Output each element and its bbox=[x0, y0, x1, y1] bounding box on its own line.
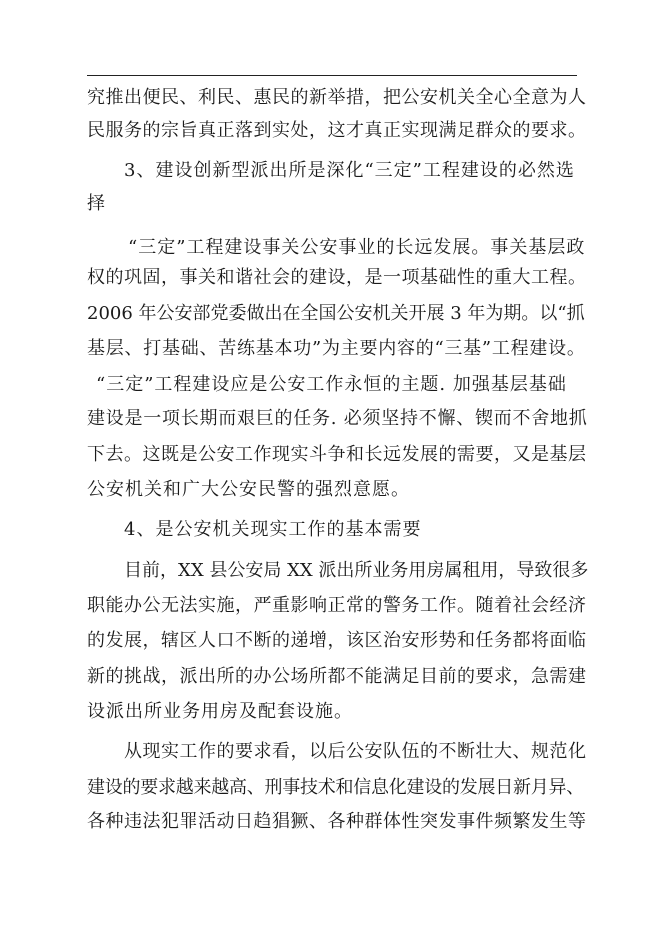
text-line: 2006 年公安部党委做出在全国公安机关开展 3 年为期。以“抓 bbox=[87, 303, 585, 324]
text-line: “三定”工程建设应是公安工作永恒的主题. 加强基层基础 bbox=[96, 374, 567, 395]
text-line: 公安机关和广大公安民警的强烈意愿。 bbox=[87, 479, 410, 500]
text-line: “三定”工程建设事关公安事业的长远发展。事关基层政 bbox=[128, 237, 586, 258]
text-line: 设派出所业务用房及配套设施。 bbox=[87, 701, 353, 722]
text-line: 究推出便民、利民、惠民的新举措，把公安机关全心全意为人 bbox=[87, 87, 587, 108]
text-line: 下去。这既是公安工作现实斗争和长远发展的需要，又是基层 bbox=[87, 444, 587, 465]
text-line: 的发展，辖区人口不断的递增，该区治安形势和任务都将面临 bbox=[87, 630, 587, 651]
text-line: 建设是一项长期而艰巨的任务. 必须坚持不懈、锲而不舍地抓 bbox=[87, 408, 588, 429]
text-line: 各种违法犯罪活动日趋猖獗、各种群体性突发事件频繁发生等 bbox=[87, 811, 587, 832]
header-rule bbox=[87, 75, 577, 76]
text-line: 基层、打基础、苦练基本功”为主要内容的“三基”工程建设。 bbox=[87, 338, 586, 359]
text-line: 建设的要求越来越高、刑事技术和信息化建设的发展日新月异、 bbox=[87, 777, 584, 798]
text-line: 职能办公无法实施，严重影响正常的警务工作。随着社会经济 bbox=[87, 595, 587, 616]
section-heading-4: 4、是公安机关现实工作的基本需要 bbox=[124, 519, 422, 540]
text-line: 目前，XX 县公安局 XX 派出所业务用房属租用，导致很多 bbox=[124, 560, 589, 581]
text-line: 权的巩固，事关和谐社会的建设，是一项基础性的重大工程。 bbox=[87, 267, 587, 288]
section-heading-3-cont: 择 bbox=[87, 193, 106, 214]
text-line: 新的挑战，派出所的办公场所都不能满足目前的要求，急需建 bbox=[87, 666, 587, 687]
text-line: 民服务的宗旨真正落到实处，这才真正实现满足群众的要求。 bbox=[87, 120, 587, 141]
text-line: 从现实工作的要求看，以后公安队伍的不断壮大、规范化 bbox=[124, 741, 587, 762]
section-heading-3: 3、建设创新型派出所是深化“三定”工程建设的必然选 bbox=[124, 160, 575, 181]
